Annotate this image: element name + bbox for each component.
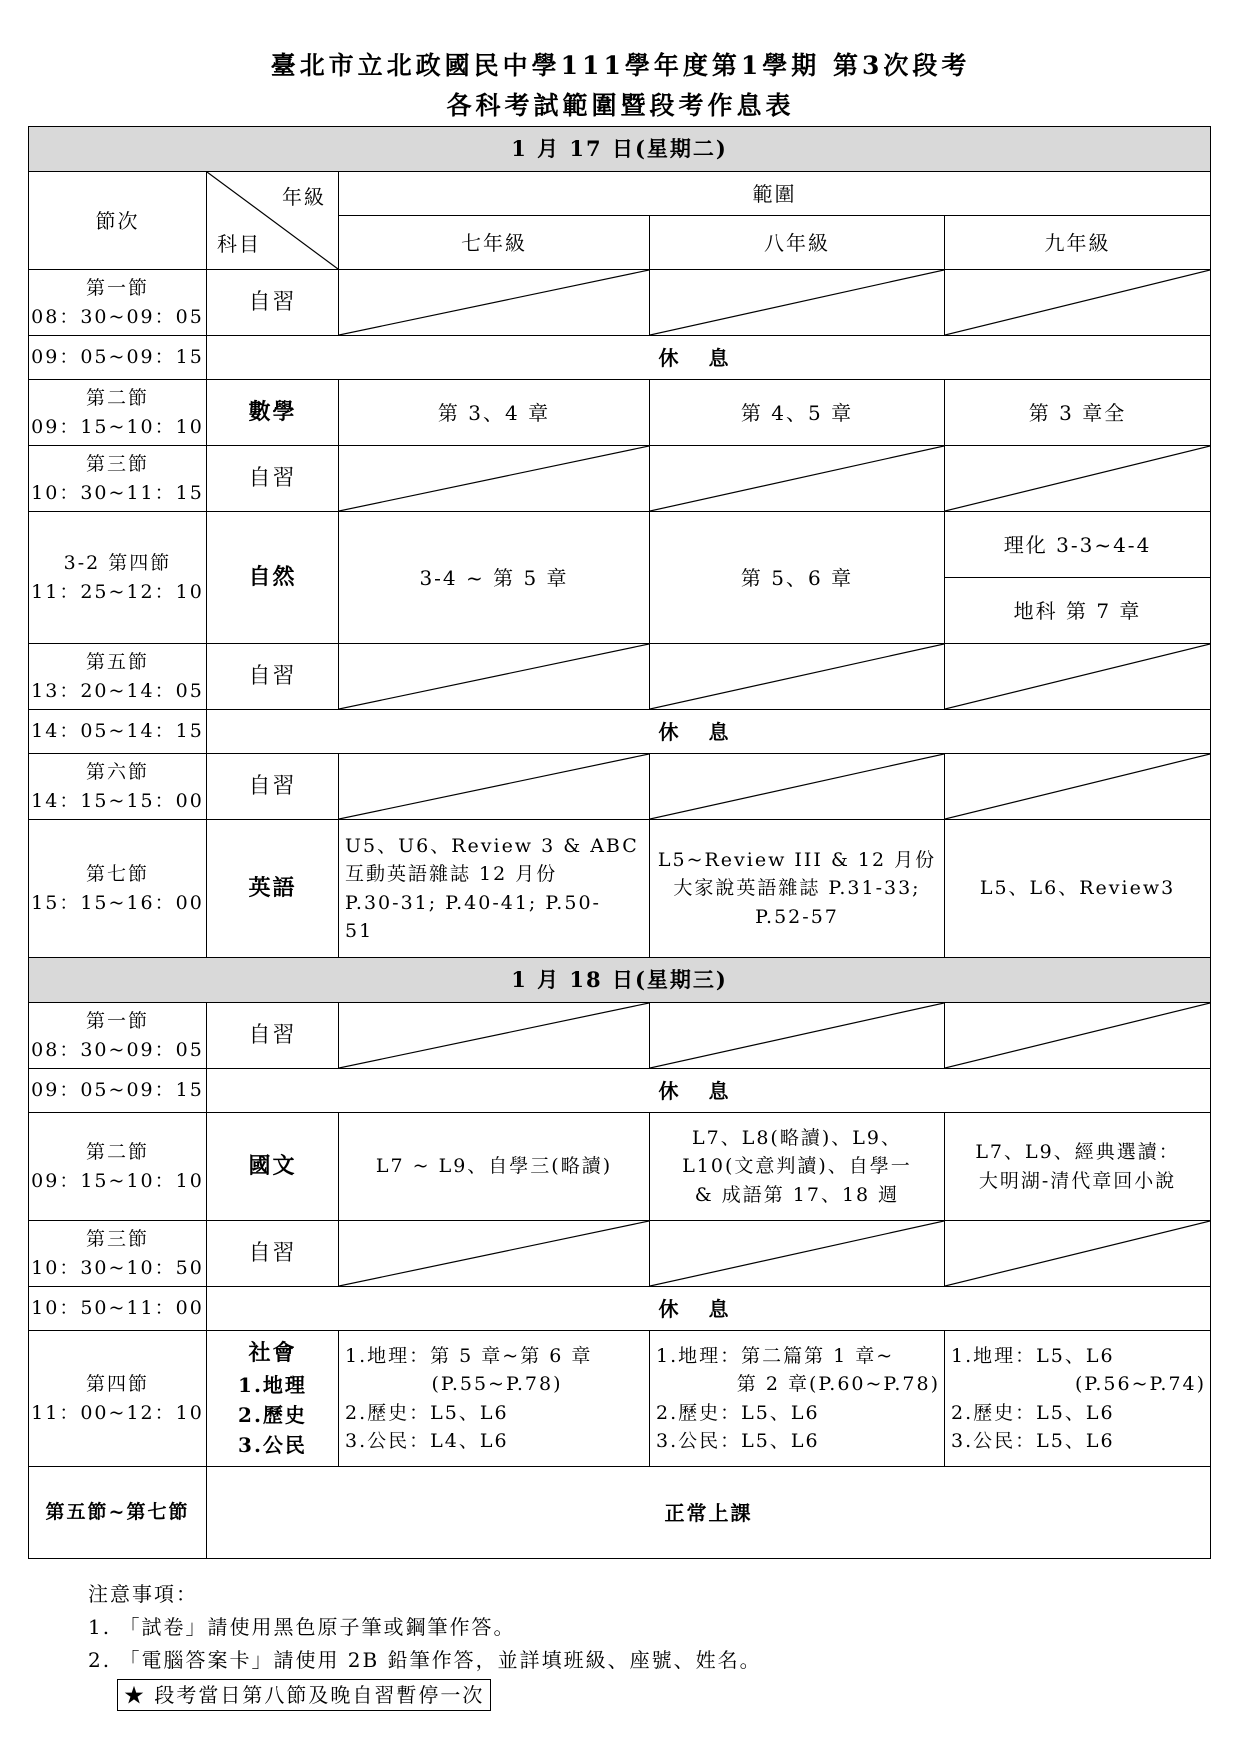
period-name: 第二節	[85, 1141, 149, 1163]
subject-cell: 自習	[207, 270, 339, 336]
grade7-range	[339, 1331, 650, 1467]
grade8-range	[650, 1331, 945, 1467]
period-time: 11：25~12：10	[31, 580, 204, 603]
grade9-header: 九年級	[945, 216, 1211, 270]
range-line: L10(文意判讀)、自學一	[682, 1155, 912, 1178]
grade7-header: 七年級	[339, 216, 650, 270]
period-time: 08：30~09：05	[31, 305, 204, 328]
notes-heading: 注意事項：	[88, 1582, 198, 1606]
subject-name: 社會	[248, 1340, 297, 1366]
grade9-range	[945, 1331, 1211, 1467]
period-name: 第一節	[85, 1010, 149, 1032]
break-row	[29, 1069, 1211, 1113]
empty-cell	[945, 644, 1211, 710]
break-time: 10：50~11：00	[29, 1287, 207, 1331]
break-row	[29, 336, 1211, 380]
subject-cell: 自習	[207, 1221, 339, 1287]
range-line: (P.55~P.78)	[431, 1373, 563, 1395]
star-notice: ★ 段考當日第八節及晚自習暫停一次	[117, 1679, 491, 1711]
period-cell	[29, 512, 207, 644]
range-line: P.30-31; P.40-41; P.50-	[345, 891, 601, 914]
subject-cell: 自習	[207, 1003, 339, 1069]
range-line: 3.公民：L5、L6	[951, 1430, 1115, 1452]
subject-header: 科目	[217, 232, 261, 256]
sub-subject: 2.歷史	[238, 1403, 307, 1427]
note-item: 1. 「試卷」請使用黑色原子筆或鋼筆作答。	[88, 1615, 516, 1639]
period-time: 11：00~12：10	[31, 1401, 204, 1424]
date-row-day1	[29, 127, 1211, 172]
header-row	[29, 172, 1211, 216]
range-line: P.52-57	[755, 905, 839, 928]
range-line: 1.地理：第二篇第 1 章~	[656, 1344, 895, 1367]
subject-cell: 自習	[207, 644, 339, 710]
period-name: 第六節	[85, 761, 149, 783]
subject-cell: 自習	[207, 446, 339, 512]
range-line: 51	[345, 920, 374, 942]
period-cell	[29, 1221, 207, 1287]
period-cell	[29, 446, 207, 512]
break-label: 休息	[207, 710, 1211, 754]
period-time: 10：30~10：50	[31, 1256, 204, 1279]
period-name: 第三節	[85, 1228, 149, 1250]
period-cell	[29, 1113, 207, 1221]
empty-cell	[339, 270, 650, 336]
period-cell	[29, 644, 207, 710]
grade9-range	[945, 1113, 1211, 1221]
period-time: 09：15~10：10	[31, 415, 204, 438]
range-line: 1.地理：第 5 章~第 6 章	[345, 1344, 593, 1367]
break-label: 休息	[207, 1069, 1211, 1113]
range-line: 大家說英語雜誌 P.31-33;	[673, 877, 921, 900]
empty-cell	[650, 1003, 945, 1069]
grade8-header: 八年級	[650, 216, 945, 270]
date-row-day2	[29, 958, 1211, 1003]
range-line: 3.公民：L4、L6	[345, 1430, 509, 1452]
date-label: 1 月 17 日(星期二)	[29, 127, 1211, 172]
range-line: & 成語第 17、18 週	[694, 1183, 900, 1206]
subject-cell: 自習	[207, 754, 339, 820]
page-subtitle: 各科考試範圍暨段考作息表	[446, 91, 795, 120]
grade9-range: 第 3 章全	[945, 380, 1211, 446]
schedule-row	[29, 1113, 1211, 1221]
empty-cell	[945, 446, 1211, 512]
grade8-range: 第 5、6 章	[650, 512, 945, 644]
note-item: 2. 「電腦答案卡」請使用 2B 鉛筆作答，並詳填班級、座號、姓名。	[88, 1648, 762, 1672]
sub-subject: 3.公民	[238, 1433, 307, 1457]
period-name: 第七節	[85, 863, 149, 885]
range-line: (P.56~P.74)	[1075, 1373, 1207, 1395]
break-row	[29, 710, 1211, 754]
range-line: L7、L8(略讀)、L9、	[692, 1126, 902, 1149]
period-name: 第五節	[85, 651, 149, 673]
period-time: 15：15~16：00	[31, 891, 204, 914]
empty-cell	[339, 446, 650, 512]
sub-subject: 1.地理	[238, 1373, 307, 1397]
empty-cell	[339, 644, 650, 710]
schedule-row	[29, 270, 1211, 336]
grade7-range: 第 3、4 章	[339, 380, 650, 446]
period-cell	[29, 1003, 207, 1069]
empty-cell	[945, 270, 1211, 336]
grade-header: 年級	[282, 185, 326, 209]
empty-cell	[650, 644, 945, 710]
break-row	[29, 1287, 1211, 1331]
break-time: 09：05~09：15	[29, 336, 207, 380]
period-time: 10：30~11：15	[31, 481, 204, 504]
empty-cell	[650, 1221, 945, 1287]
schedule-row	[29, 1331, 1211, 1467]
empty-cell	[339, 1003, 650, 1069]
period-name: 第三節	[85, 453, 149, 475]
period-name: 3-2 第四節	[63, 552, 172, 574]
schedule-row	[29, 644, 1211, 710]
page-title: 臺北市立北政國民中學111學年度第1學期 第3次段考	[270, 51, 971, 80]
exam-schedule-table	[28, 126, 1211, 1559]
range-line: 第 2 章(P.60~P.78)	[736, 1373, 940, 1395]
range-line: 互動英語雜誌 12 月份	[345, 863, 558, 885]
grade7-range: 3-4 ~ 第 5 章	[339, 512, 650, 644]
schedule-row	[29, 380, 1211, 446]
period-time: 09：15~10：10	[31, 1169, 204, 1192]
range-line: L7、L9、經典選讀：	[975, 1141, 1180, 1163]
subject-cell: 數學	[207, 380, 339, 446]
period-cell: 第五節~第七節	[29, 1467, 207, 1559]
schedule-row	[29, 1467, 1211, 1559]
subject-cell	[207, 1331, 339, 1467]
range-line: U5、U6、Review 3 & ABC	[345, 834, 639, 857]
range-line: 2.歷史：L5、L6	[345, 1401, 509, 1424]
schedule-row	[29, 1221, 1211, 1287]
normal-class-label: 正常上課	[207, 1467, 1211, 1559]
schedule-row	[29, 512, 1211, 578]
date-label: 1 月 18 日(星期三)	[29, 958, 1211, 1003]
empty-cell	[650, 270, 945, 336]
range-header: 範圍	[339, 172, 1211, 216]
period-cell	[29, 1331, 207, 1467]
range-line: 大明湖-清代章回小說	[978, 1169, 1177, 1192]
empty-cell	[945, 1221, 1211, 1287]
grade7-range: L7 ~ L9、自學三(略讀)	[339, 1113, 650, 1221]
schedule-row	[29, 754, 1211, 820]
range-line: 1.地理：L5、L6	[951, 1344, 1115, 1367]
grade8-range: 第 4、5 章	[650, 380, 945, 446]
period-name: 第一節	[85, 277, 149, 299]
period-cell	[29, 380, 207, 446]
period-cell	[29, 270, 207, 336]
period-header: 節次	[29, 172, 207, 270]
schedule-row	[29, 446, 1211, 512]
period-cell	[29, 820, 207, 958]
period-name: 第二節	[85, 387, 149, 409]
range-line: 2.歷史：L5、L6	[951, 1401, 1115, 1424]
grade-subject-header	[207, 172, 339, 270]
grade8-range	[650, 1113, 945, 1221]
subject-cell: 自然	[207, 512, 339, 644]
grade8-range	[650, 820, 945, 958]
grade7-range	[339, 820, 650, 958]
subject-cell: 國文	[207, 1113, 339, 1221]
period-cell	[29, 754, 207, 820]
period-name: 第四節	[85, 1373, 149, 1395]
schedule-row	[29, 1003, 1211, 1069]
empty-cell	[339, 754, 650, 820]
range-line: 3.公民：L5、L6	[656, 1430, 820, 1452]
empty-cell	[945, 754, 1211, 820]
grade9-range-earth-science: 地科 第 7 章	[945, 578, 1211, 644]
subject-cell: 英語	[207, 820, 339, 958]
grade9-range-physics: 理化 3-3~4-4	[945, 512, 1211, 578]
period-time: 14：15~15：00	[31, 789, 204, 812]
range-line: 2.歷史：L5、L6	[656, 1401, 820, 1424]
break-time: 09：05~09：15	[29, 1069, 207, 1113]
period-time: 13：20~14：05	[31, 679, 204, 702]
empty-cell	[650, 446, 945, 512]
break-label: 休息	[207, 1287, 1211, 1331]
period-time: 08：30~09：05	[31, 1038, 204, 1061]
break-label: 休息	[207, 336, 1211, 380]
break-time: 14：05~14：15	[29, 710, 207, 754]
schedule-row	[29, 820, 1211, 958]
empty-cell	[945, 1003, 1211, 1069]
empty-cell	[650, 754, 945, 820]
grade9-range: L5、L6、Review3	[945, 820, 1211, 958]
empty-cell	[339, 1221, 650, 1287]
range-line: L5~Review III & 12 月份	[657, 848, 937, 871]
notes-section	[88, 1578, 762, 1677]
